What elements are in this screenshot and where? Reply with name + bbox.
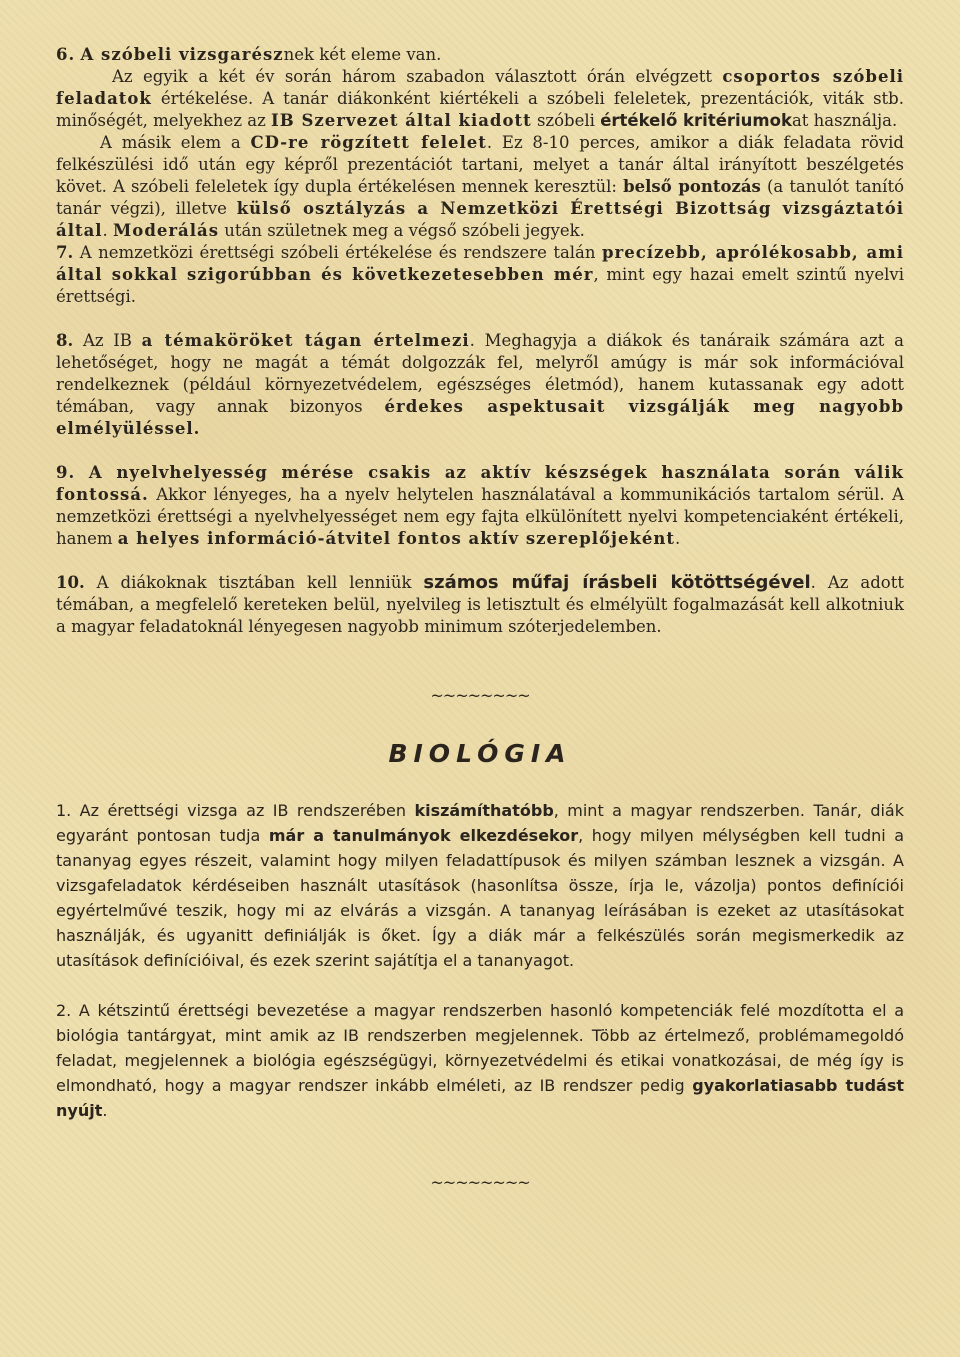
section-8 (56, 330, 904, 440)
text-emphasis: gyakorlatiasabb tudást nyújt (56, 1076, 904, 1120)
text: . Az adott témában, a megfelelő kereteken belül, nyelvileg is letisztult és elmélyült fogalmazását kell alkotniuk a magyar feladatoknál lényegesen nagyobb minimum szóterjedelemben. (56, 573, 904, 636)
text: után születnek meg a végső szóbeli jegyek. (218, 221, 585, 240)
section-10 (56, 572, 904, 638)
text: Az egyik a két év során három szabadon választott órán elvégzett (112, 67, 723, 86)
text-bold: a témaköröket tágan értelmezi (141, 331, 470, 350)
text-bold: belső pontozás (623, 177, 761, 196)
section-6-number: 6. (56, 45, 76, 64)
text: . (102, 1101, 108, 1120)
text: . Ez 8-10 perces, amikor a diák feladata rövid felkészülési idő után egy képről prezentációt tartani, melyet a tanár által irányított beszélgetés követ. A szóbeli feleletek így dupla értékelésen mennek keresztül: (56, 133, 904, 196)
text-bold: IB Szervezet által kiadott (271, 111, 532, 130)
text-bold: számos műfaj írásbeli kötöttségével (423, 572, 811, 593)
section-10-number: 10. (56, 573, 85, 592)
document-page (56, 44, 904, 1192)
section-6-paragraph-1 (56, 66, 904, 132)
text-bold: értékelő kritériumok (600, 111, 792, 130)
section-7 (56, 242, 904, 308)
section-7-number: 7. (56, 243, 74, 262)
text: , mint a magyar rendszerben. Tanár, diák egyaránt pontosan tudja (56, 801, 904, 845)
section-6-title (56, 44, 904, 66)
text: . (675, 529, 681, 548)
section-6-lead-bold: A szóbeli vizsgarész (80, 45, 284, 64)
text-bold: CD-re rögzített felelet (250, 133, 487, 152)
text-emphasis: már a tanulmányok elkezdésekor (268, 826, 579, 845)
text: A nemzetközi érettségi szóbeli értékelése és rendszere talán (73, 243, 602, 262)
text-bold: precízebb, aprólékosabb, ami által sokkal szigorúbban és következetesebben mér (56, 243, 904, 284)
ornament-divider-bottom: ~~~~~~~~ (430, 1173, 530, 1192)
text: Az IB (73, 331, 142, 350)
text: (a tanulót tanító tanár végzi), illetve (56, 177, 905, 218)
section-8-number: 8. (56, 331, 74, 350)
text: 1. Az érettségi vizsga az IB rendszerében (56, 801, 415, 820)
text-bold: csoportos szóbeli feladatok (56, 67, 904, 108)
text: Akkor lényeges, ha a nyelv helytelen használatával a kommunikációs tartalom sérül. A nemzetközi érettségi a nyelvhelyességet nem egy fajta elkülönített nyelvi kompetenciaként értékeli, hanem (56, 485, 904, 548)
text: , mint egy hazai emelt szintű nyelvi érettségi. (56, 265, 905, 306)
biology-paragraph-1 (56, 798, 904, 973)
text: A másik elem a (100, 133, 251, 152)
text: , hogy milyen mélységben kell tudni a tananyag egyes részeit, valamint hogy milyen feladattípusok és milyen számban lesznek a vizsgán. A vizsgafeladatok kérdéseiben használt utasítások (hasonlítsa össze, írja le, vázolja) pontos definíciói egyértelművé teszik, hogy mi az elvárás a vizsgán. A tananyag leírásában is ezeket az utasításokat használják, és ugyanitt definiálják is őket. Így a diák már a felkészülés során megismerkedik az utasítások definícióival, és ezek szerint sajátítja el a tananyagot. (56, 826, 905, 970)
text-bold: külső osztályzás a Nemzetközi Érettségi Bizottság vizsgáztatói által (56, 199, 905, 240)
section-6-paragraph-2 (56, 132, 904, 242)
text: értékelése. A tanár diákonként kiértékeli a szóbeli feleletek, prezentációk, viták stb. minőségét, melyekhez az (56, 89, 904, 130)
text: . Meghagyja a diákok és tanáraik számára azt a lehetőséget, hogy ne magát a témát dolgozzák fel, melyről amúgy is már sok információval rendelkeznek (például környezetvédelem, egészséges életmód), hanem kutassanak egy adott témában, vagy annak bizonyos (56, 331, 904, 416)
biology-paragraph-2 (56, 998, 904, 1123)
text: 2. A kétszintű érettségi bevezetése a magyar rendszerben hasonló kompetenciák felé mozdította el a biológia tantárgyat, mint amik az IB rendszerben megjelennek. Több az értelmező, problémamegoldó feladat, megjelennek a biológia egészségügyi, környezetvédelmi és etikai vonatkozásai, de még így is elmondható, hogy a magyar rendszer inkább elméleti, az IB rendszer pedig (56, 1001, 904, 1095)
section-9 (56, 462, 904, 550)
text-bold: 9. A nyelvhelyesség mérése csakis az aktív készségek használata során válik fontossá. (56, 463, 904, 504)
text: szóbeli (531, 111, 601, 130)
ornament-divider: ~~~~~~~~ (430, 686, 530, 705)
biology-heading: BIOLÓGIA (388, 739, 572, 768)
text-emphasis: kiszámíthatóbb (414, 801, 554, 820)
text: . (102, 221, 114, 240)
text-bold: érdekes aspektusait vizsgálják meg nagyobb elmélyüléssel. (56, 397, 904, 438)
text-bold: a helyes információ-átvitel fontos aktív szereplőjeként (117, 529, 676, 548)
text: at használja. (791, 111, 898, 130)
text-bold: Moderálás (113, 221, 219, 240)
text: A diákoknak tisztában kell lenniük (84, 573, 424, 592)
section-6-lead-rest: nek két eleme van. (283, 45, 442, 64)
